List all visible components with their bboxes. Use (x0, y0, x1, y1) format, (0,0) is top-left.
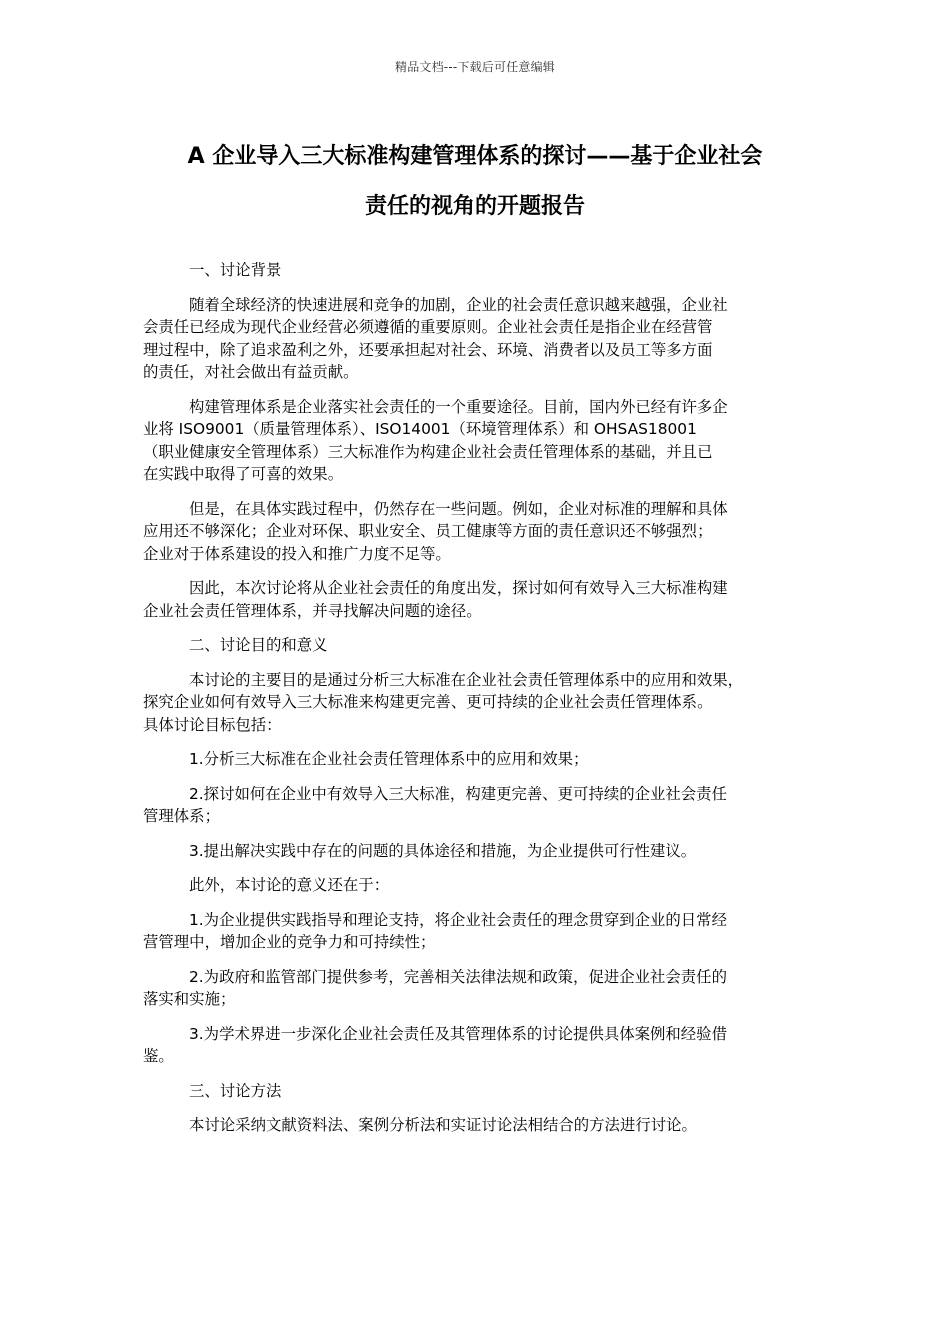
significance-item-1: 1.为企业提供实践指导和理论支持，将企业社会责任的理念贯穿到企业的日常经 营管理中，增加企业的竞争力和可持续性； (143, 910, 727, 951)
paragraph-background-2: 构建管理体系是企业落实社会责任的一个重要途径。目前，国内外已经有许多企 业将 ISO9001（质量管理体系）、ISO14001（环境管理体系）和 OHSAS18001 （职业健康安全管理体系）三大标准作为构建企业社会责任管理体系的基础，并且已 在实践中取得了可喜的效果。 (143, 397, 728, 483)
paragraph-background-3: 但是，在具体实践过程中，仍然存在一些问题。例如，企业对标准的理解和具体 应用还不够深化；企业对环保、职业安全、员工健康等方面的责任意识还不够强烈； 企业对于体系建设的投入和推广力度不足等。 (143, 499, 728, 563)
goal-item-1: 1.分析三大标准在企业社会责任管理体系中的应用和效果； (189, 750, 589, 768)
title-line-1: A 企业导入三大标准构建管理体系的探讨——基于企业社会 (187, 144, 763, 169)
document-body (143, 259, 811, 1137)
goal-item-3: 3.提出解决实践中存在的问题的具体途径和措施，为企业提供可行性建议。 (189, 841, 697, 860)
section-heading-purpose: 二、讨论目的和意义 (189, 636, 328, 654)
paragraph-background-4: 因此，本次讨论将从企业社会责任的角度出发，探讨如何有效导入三大标准构建 企业社会责任管理体系，并寻找解决问题的途径。 (143, 579, 728, 620)
header-note: 精品文档---下载后可任意编辑 (395, 60, 555, 74)
title-line-2: 责任的视角的开题报告 (364, 194, 585, 219)
significance-intro: 此外，本讨论的意义还在于： (189, 876, 390, 894)
goal-item-2: 2.探讨如何在企业中有效导入三大标准，构建更完善、更可持续的企业社会责任 管理体系； (143, 784, 727, 825)
section-heading-background: 一、讨论背景 (189, 261, 282, 279)
section-heading-method: 三、讨论方法 (189, 1081, 282, 1100)
paragraph-purpose-1: 本讨论的主要目的是通过分析三大标准在企业社会责任管理体系中的应用和效果， 探究企业如何有效导入三大标准来构建更完善、更可持续的企业社会责任管理体系。 具体讨论目标包括： (143, 670, 744, 734)
significance-item-3: 3.为学术界进一步深化企业社会责任及其管理体系的讨论提供具体案例和经验借 鉴。 (143, 1024, 727, 1065)
significance-item-2: 2.为政府和监管部门提供参考，完善相关法律法规和政策，促进企业社会责任的 落实和实施； (143, 967, 727, 1008)
document-title (120, 132, 830, 232)
paragraph-background-1: 随着全球经济的快速进展和竞争的加剧，企业的社会责任意识越来越强，企业社 会责任已经成为现代企业经营必须遵循的重要原则。企业社会责任是指企业在经营管 理过程中，除了追求盈利之外，还要承担起对社会、环境、消费者以及员工等多方面 的责任，对社会做出有益贡献。 (143, 295, 728, 381)
paragraph-method-1: 本讨论采纳文献资料法、案例分析法和实证讨论法相结合的方法进行讨论。 (189, 1116, 697, 1134)
